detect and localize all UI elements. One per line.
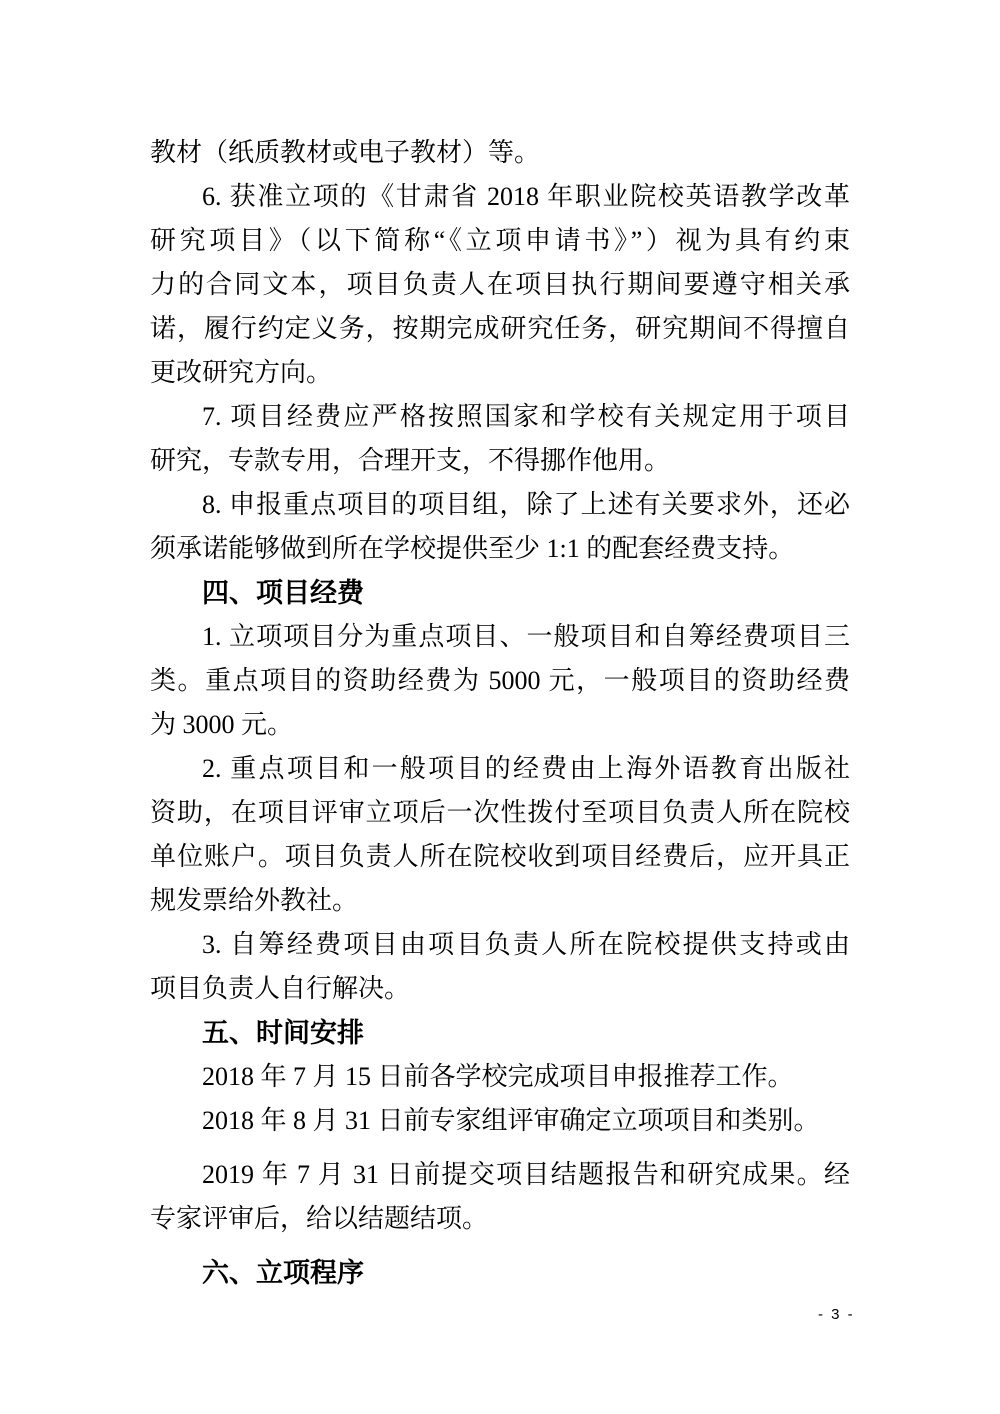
text-line: 研究，专款专用，合理开支，不得挪作他用。 — [150, 446, 671, 475]
text-line: 规发票给外教社。 — [150, 886, 359, 915]
text-line: 专家评审后，给以结题结项。 — [150, 1204, 489, 1233]
text-line: 研究项目》（以下简称“《立项申请书》”）视为具有约束 — [150, 226, 850, 255]
section-heading: 六、立项程序 — [202, 1258, 364, 1288]
text-line: 3. 自筹经费项目由项目负责人所在院校提供支持或由 — [202, 930, 850, 959]
text-line: 为 3000 元。 — [150, 710, 294, 739]
section-heading: 四、项目经费 — [202, 578, 364, 608]
text-line: 2018 年 8 月 31 日前专家组评审确定立项项目和类别。 — [202, 1106, 820, 1135]
text-line: 教材（纸质教材或电子教材）等。 — [150, 138, 541, 167]
text-line: 8. 申报重点项目的项目组，除了上述有关要求外，还必 — [202, 490, 850, 519]
text-line: 1. 立项项目分为重点项目、一般项目和自筹经费项目三 — [202, 622, 850, 651]
text-line: 2. 重点项目和一般项目的经费由上海外语教育出版社 — [202, 754, 850, 783]
text-line: 力的合同文本，项目负责人在项目执行期间要遵守相关承 — [150, 270, 850, 299]
text-line: 单位账户。项目负责人所在院校收到项目经费后，应开具正 — [150, 842, 850, 871]
text-line: 2018 年 7 月 15 日前各学校完成项目申报推荐工作。 — [202, 1062, 794, 1091]
text-line: 6. 获准立项的《甘肃省 2018 年职业院校英语教学改革 — [202, 182, 850, 211]
text-line: 须承诺能够做到所在学校提供至少 1:1 的配套经费支持。 — [150, 534, 795, 563]
section-heading: 五、时间安排 — [202, 1018, 364, 1048]
text-line: 7. 项目经费应严格按照国家和学校有关规定用于项目 — [202, 402, 850, 431]
text-line: 类。重点项目的资助经费为 5000 元，一般项目的资助经费 — [150, 666, 850, 695]
text-line: 更改研究方向。 — [150, 358, 333, 387]
page-number: - 3 - — [818, 1306, 855, 1323]
text-line: 2019 年 7 月 31 日前提交项目结题报告和研究成果。经 — [202, 1160, 850, 1189]
document-body — [150, 131, 850, 1295]
text-line: 项目负责人自行解决。 — [150, 974, 411, 1003]
text-line: 诺，履行约定义务，按期完成研究任务，研究期间不得擅自 — [150, 314, 850, 343]
text-line: 资助，在项目评审立项后一次性拨付至项目负责人所在院校 — [150, 798, 850, 827]
